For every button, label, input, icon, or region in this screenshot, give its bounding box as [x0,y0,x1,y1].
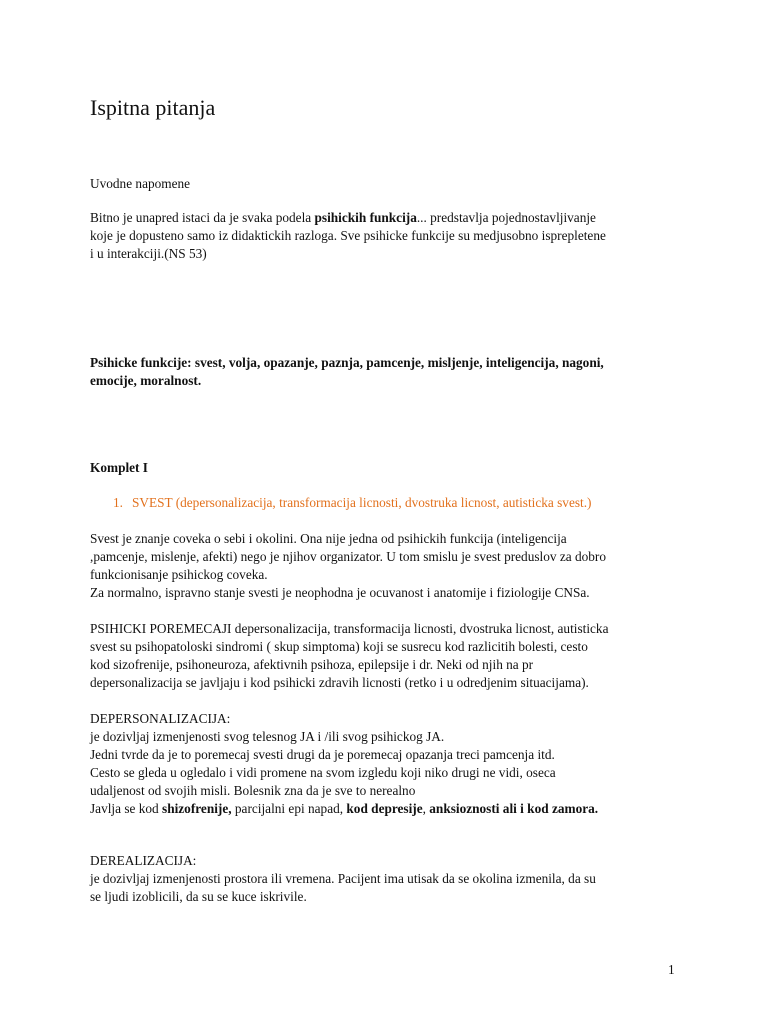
komplet-heading: Komplet I [90,460,148,475]
functions-line-1: Psihicke funkcije: svest, volja, opazanje, paznja, pamcenje, misljenje, inteligencija, nagoni, [90,355,604,370]
functions-line-2: emocije, moralnost. [90,373,202,388]
depersonalizacija-heading: DEPERSONALIZACIJA: [90,711,231,726]
intro-line-1: Bitno je unapred istaci da je svaka podela psihickih funkcija... predstavlja pojednostavljivanje [90,210,596,225]
list-item-svest [113,494,713,512]
derealizacija-heading: DEREALIZACIJA: [90,853,197,868]
intro-paragraph [90,209,690,263]
list-item-text: SVEST (depersonalizacija, transformacija licnosti, dvostruka licnost, autisticka svest.) [131,495,592,510]
depersonalizacija-section: DEPERSONALIZACIJA: je dozivljaj izmenjenosti svog telesnog JA i /ili svog psihickog JA. Jedni tvrde da je to poremecaj svesti drugi da je poremecaj opazanja treci pamcenja itd. Cesto se gleda u ogledalo i vidi promene na svom izgledu koji niko drugi ne vidi, oseca udaljenost od svojih misli. Bolesnik zna da je sve to nerealno Javlja se kod shizofrenije, parcijalni epi napad, kod depresije, anksioznosti ali i kod zamora. [90,710,690,818]
list-item-number: 1. [113,495,123,510]
intro-line-2: koje je dopusteno samo iz didaktickih razloga. Sve psihicke funkcije su medjusobno isprepletene [90,228,606,243]
svest-paragraph: Svest je znanje coveka o sebi i okolini. Ona nije jedna od psihickih funkcija (inteligencija ,pamcenje, mislenje, afekti) nego je njihov organizator. U tom smislu je svest preduslov za dobro funkcionisanje psihickog coveka. Za normalno, ispravno stanje svesti je neophodna je ocuvanost i anatomije i fiziologije CNSa. [90,531,606,600]
depersonalizacija-line-5: Javlja se kod shizofrenije, parcijalni epi napad, kod depresije, anksioznosti ali i kod zamora. [90,801,599,816]
document-title: Ispitna pitanja [90,95,216,120]
poremecaji-paragraph: PSIHICKI POREMECAJI depersonalizacija, transformacija licnosti, dvostruka licnost, autisticka svest su psihopatoloski sindromi ( skup simptoma) koji se susrecu kod razlicitih bolesti, cesto kod sizofrenije, psihoneuroza, afektivnih psihoza, epilepsije i dr. Neki od njih na pr depersonalizacija se javljaju i kod psihicki zdravih licnosti (retko i u odredjenim situacijama). [90,621,609,690]
intro-line-3: i u interakciji.(NS 53) [90,246,207,261]
page-number: 1 [668,962,675,977]
functions-paragraph [90,354,690,390]
intro-heading: Uvodne napomene [90,176,191,191]
derealizacija-section: DEREALIZACIJA: je dozivljaj izmenjenosti prostora ili vremena. Pacijent ima utisak da se okolina izmenila, da su se ljudi izoblicili, da su se kuce iskrivile. [90,852,690,906]
